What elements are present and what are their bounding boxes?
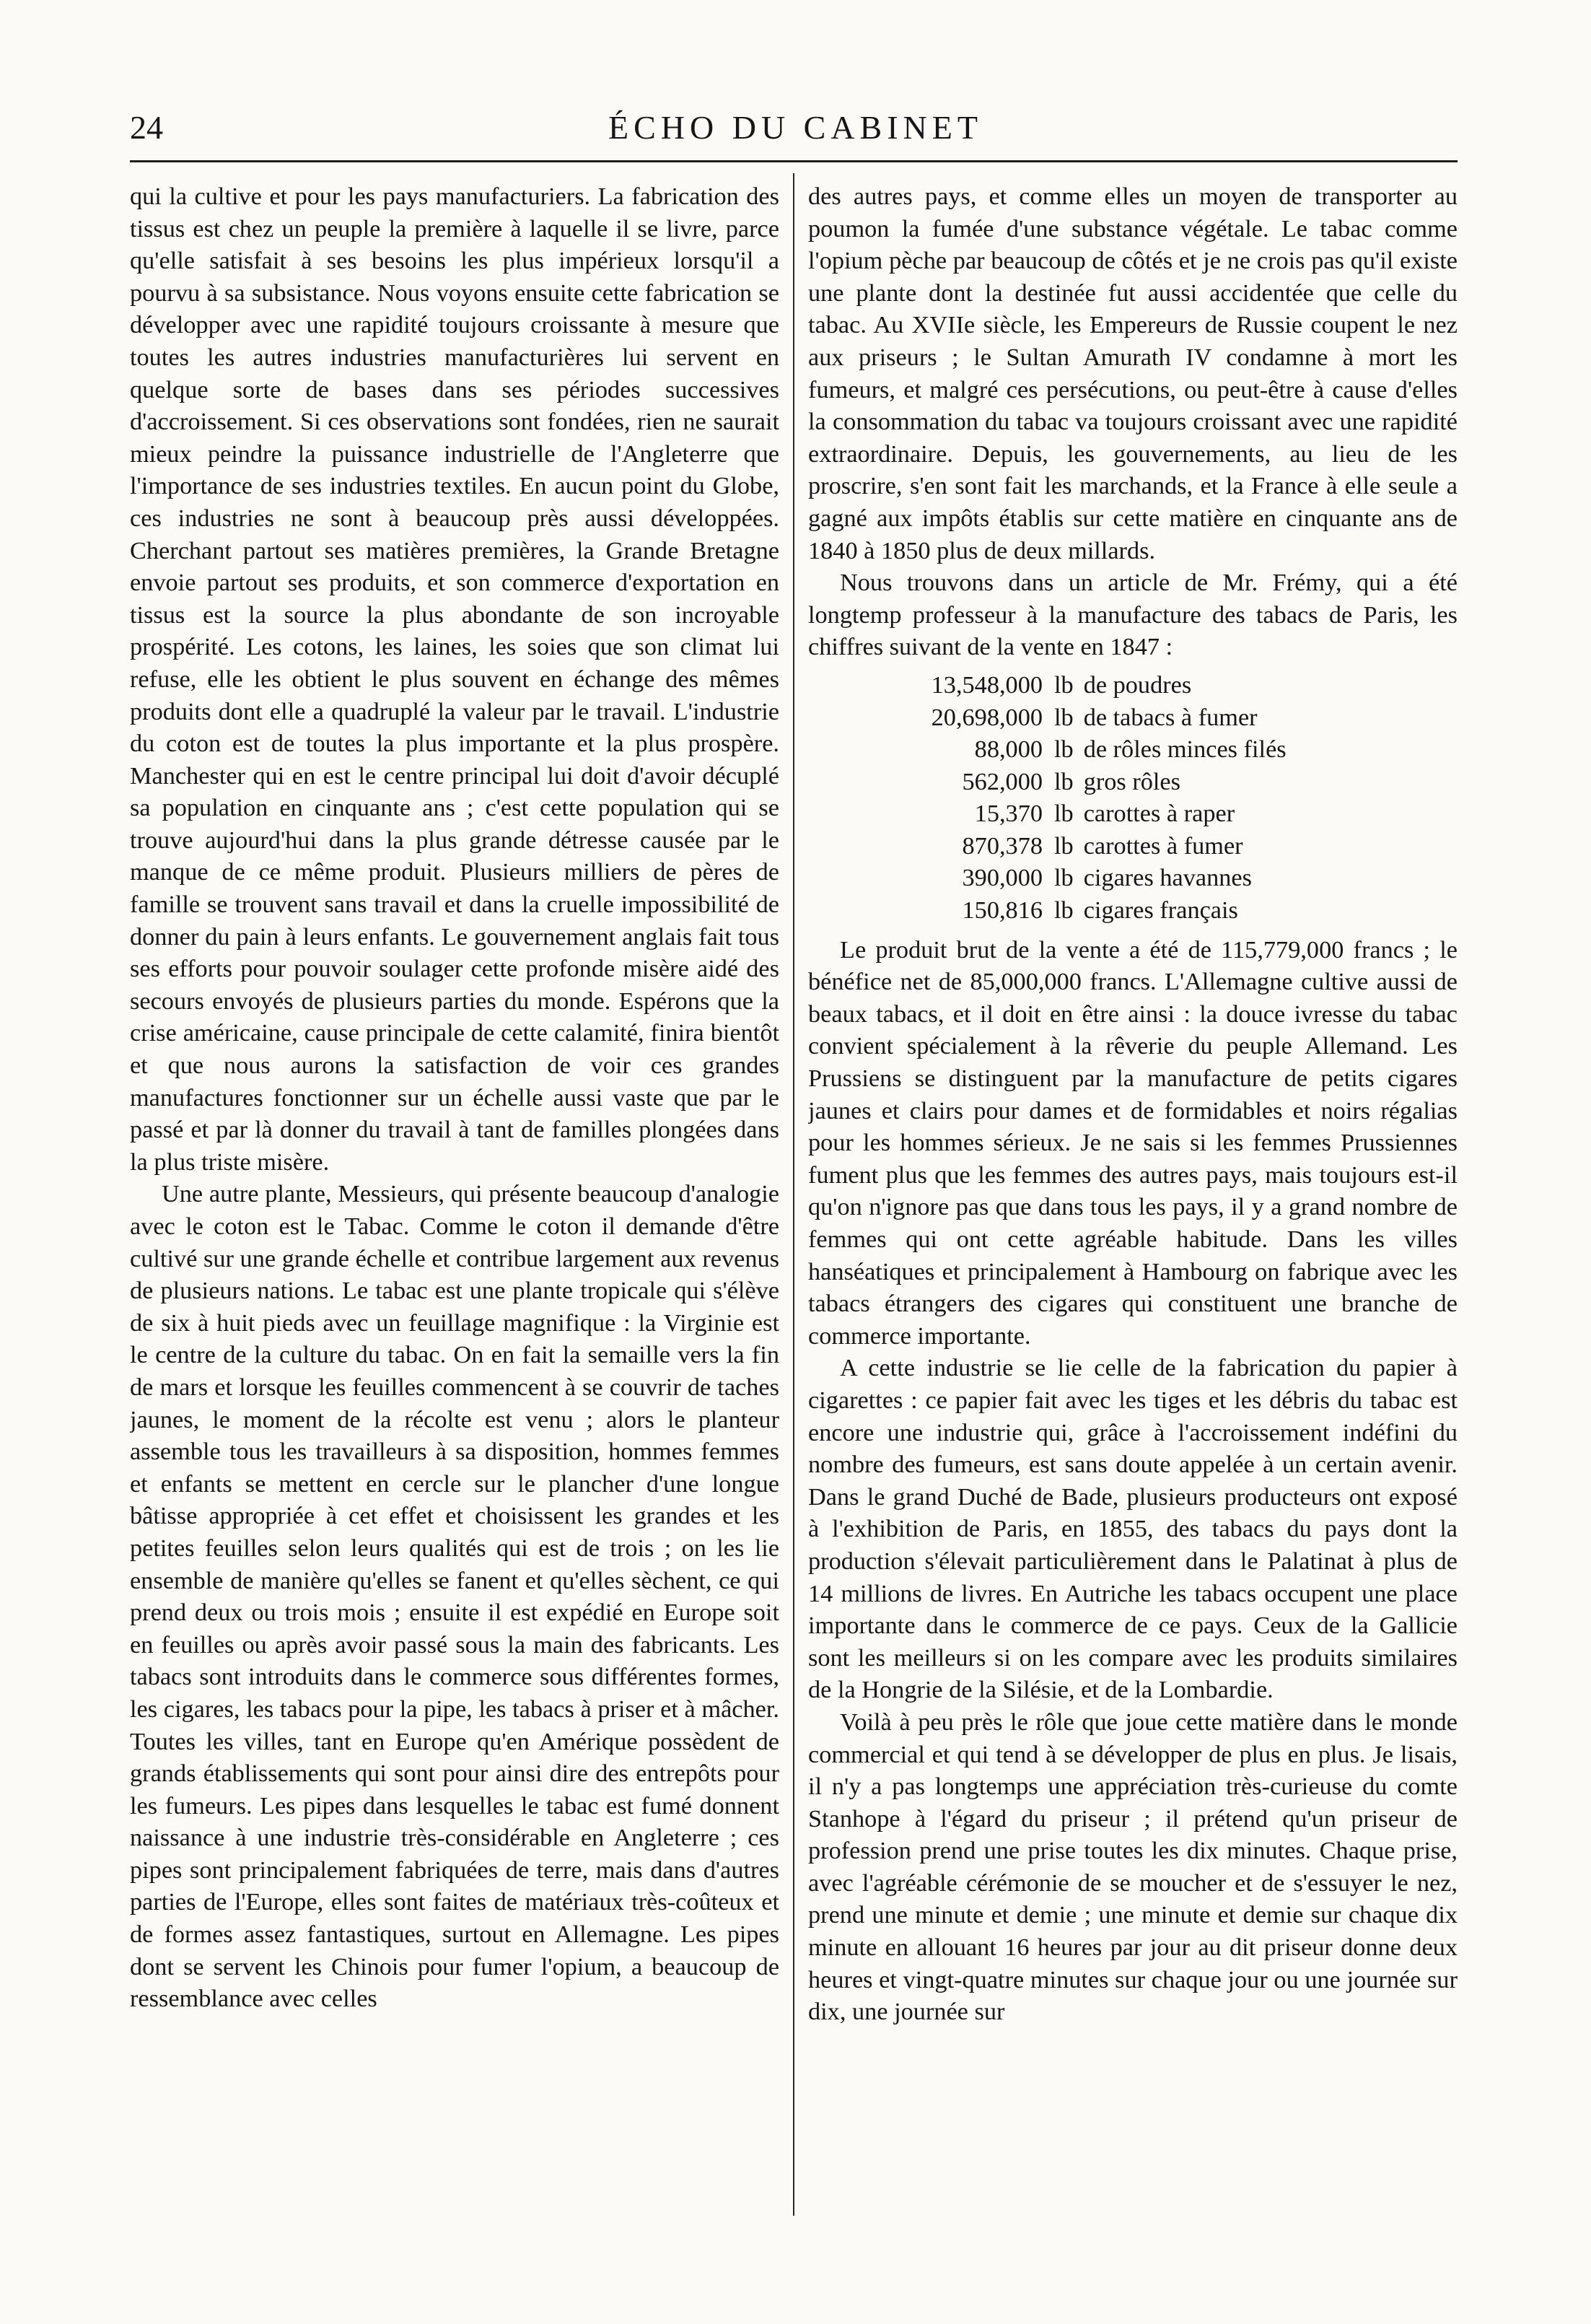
table-quantity: 15,370 (974, 800, 1043, 828)
column-divider (793, 173, 794, 2216)
table-quantity: 390,000 (962, 864, 1043, 892)
table-quantity: 870,378 (962, 831, 1043, 860)
table-unit: lb (1054, 767, 1074, 795)
table-row (902, 702, 1458, 734)
table-row (902, 862, 1458, 894)
table-unit: lb (1054, 896, 1074, 925)
paragraph: A cette industrie se lie celle de la fabrication du papier à cigarettes : ce papier fait avec les tiges et les débris du tabac est encore une industrie qui, grâce à l'accroissement indéfini du nombre des fumeurs, est sans doute appelée à un certain avenir. Dans le grand Duché de Bade, plusieurs producteurs ont exposé à l'exhibition de Paris, en 1855, des tabacs du pays dont la production s'élevait particulièrement dans le Palatinat à plus de 14 millions de livres. En Autriche les tabacs occupent une place importante dans le commerce de ce pays. Ceux de la Gallicie sont les meilleurs si on les compare avec les produits similaires de la Hongrie de la Silésie, et de la Lombardie. (808, 1354, 1458, 1704)
table-product: de rôles minces filés (1083, 735, 1287, 764)
table-quantity: 13,548,000 (931, 670, 1043, 699)
paragraph: Le produit brut de la vente a été de 115,779,000 francs ; le bénéfice net de 85,000,000 francs. L'Allemagne cultive aussi de beaux tabacs, et il doit en être ainsi : la douce ivresse du tabac convient spécialement à la rêverie du peuple Allemand. Les Prussiens se distinguent par la manufacture de petits cigares jaunes et clairs pour dames et de formidables et noirs régalias pour les hommes sérieux. Je ne sais si les femmes Prussiennes fument plus que les femmes des autres pays, mais toujours est-il qu'on n'ignore pas que dans tous les pays, il y a grand nombre de femmes qui ont cette agréable habitude. Dans les villes hanséatiques et principalement à Hambourg on fabrique avec les tabacs étrangers des cigares qui constituent une branche de commerce importante. (808, 935, 1458, 1350)
paragraph: Voilà à peu près le rôle que joue cette matière dans le monde commercial et qui tend à se développer de plus en plus. Je lisais, il n'y a pas longtemps une appréciation très-curieuse du comte Stanhope à l'égard du priseur ; il prétend qu'un priseur de profession prend une prise toutes les dix minutes. Chaque prise, avec l'agréable cérémonie de se moucher et de s'essuyer le nez, prend une minute et demie ; une minute et demie sur chaque dix minute en allouant 16 heures par jour au dit priseur donne deux heures et vingt-quatre minutes sur chaque jour ou une journée sur dix, une journée sur (808, 1708, 1458, 2026)
table-row (902, 766, 1458, 798)
right-column (808, 180, 1458, 2209)
table-product: carottes à fumer (1083, 831, 1243, 860)
table-unit: lb (1054, 831, 1074, 860)
paragraph: des autres pays, et comme elles un moyen de transporter au poumon la fumée d'une substance végétale. Le tabac comme l'opium pèche par beaucoup de côtés et je ne crois pas qu'il existe une plante dont la destinée fut aussi accidentée que celle du tabac. Au XVIIe siècle, les Empereurs de Russie coupent le nez aux priseurs ; le Sultan Amurath IV condamne à mort les fumeurs, et malgré ces persécutions, ou peut-être à cause d'elles la consommation du tabac va toujours croissant avec une rapidité extraordinaire. Depuis, les gouvernements, au lieu de les proscrire, s'en sont fait les marchands, et la France à elle seule a gagné aux impôts établis sur cette matière en cinquante ans de 1840 à 1850 plus de deux millards. (808, 183, 1458, 564)
table-unit: lb (1054, 735, 1074, 764)
table-unit: lb (1054, 800, 1074, 828)
table-row (902, 669, 1458, 702)
left-column (130, 180, 779, 2209)
table-product: de poudres (1083, 670, 1192, 699)
table-product: cigares français (1083, 896, 1238, 925)
table-row (902, 798, 1458, 830)
paragraph: Une autre plante, Messieurs, qui présente beaucoup d'analogie avec le coton est le Tabac. Comme le coton il demande d'être cultivé sur une grande échelle et contribue largement aux revenus de plusieurs nations. Le tabac est une plante tropicale qui s'élève de six à huit pieds avec un feuillage magnifique : la Virginie est le centre de la culture du tabac. On en fait la semaille vers la fin de mars et lorsque les feuilles commencent à se couvrir de taches jaunes, le moment de la récolte est venu ; alors le planteur assemble tous les travailleurs à sa disposition, hommes femmes et enfants se mettent en cercle sur le plancher d'une longue bâtisse appropriée à cet effet et choisissent les grandes et les petites feuilles selon leurs qualités qui est de trois ; on les lie ensemble de manière qu'elles se fanent et qu'elles sèchent, ce qui prend deux ou trois mois ; ensuite il est expédié en Europe soit en feuilles ou après avoir passé sous la main des fabricants. Les tabacs sont introduits dans le commerce sous différentes formes, les cigares, les tabacs pour la pipe, les tabacs à priser et à mâcher. Toutes les villes, tant en Europe qu'en Amérique possèdent de grands établissements qui sont pour ainsi dire des entrepôts pour les fumeurs. Les pipes dans lesquelles le tabac est fumé donnent naissance à une industrie très-considérable en Angleterre ; ces pipes sont principalement fabriquées de terre, mais dans d'autres parties de l'Europe, elles sont faites de matériaux très-coûteux et de formes assez fantastiques, surtout en Allemagne. Les pipes dont se servent les Chinois pour fumer l'opium, a beaucoup de ressemblance avec celles (130, 1180, 779, 2013)
table-product: cigares havannes (1083, 864, 1252, 892)
table-quantity: 88,000 (974, 735, 1043, 764)
table-row (902, 733, 1458, 766)
table-unit: lb (1054, 670, 1074, 699)
table-quantity: 562,000 (962, 767, 1043, 795)
table-quantity: 150,816 (962, 896, 1043, 925)
paragraph: qui la cultive et pour les pays manufacturiers. La fabrication des tissus est chez un peuple la première à laquelle il se livre, parce qu'elle satisfait à ses besoins les plus impérieux lorsqu'il a pourvu à sa subsistance. Nous voyons ensuite cette fabrication se développer avec une rapidité toujours croissante à mesure que toutes les autres industries manufacturières lui servent en quelque sorte de bases dans ses périodes successives d'accroissement. Si ces observations sont fondées, rien ne saurait mieux peindre la puissance industrielle de l'Angleterre que l'importance de ses industries textiles. En aucun point du Globe, ces industries ne sont à beaucoup près aussi développées. Cherchant partout ses matières premières, la Grande Bretagne envoie partout ses produits, et son commerce d'exportation en tissus est la source la plus abondante de son incroyable prospérité. Les cotons, les laines, les soies que son climat lui refuse, elle les obtient le plus souvent en échange des mêmes produits dont elle a quadruplé la valeur par le travail. L'industrie du coton est de toutes la plus importante et la plus prospère. Manchester qui en est le centre principal lui doit d'avoir décuplé sa population en cinquante ans ; c'est cette population qui se trouve aujourd'hui dans la plus grande détresse causée par le manque de ce même produit. Plusieurs milliers de pères de famille se trouvent sans travail et dans la cruelle impossibilité de donner du pain à leurs enfants. Le gouvernement anglais fait tous ses efforts pour pouvoir soulager cette profonde misère aidé des secours envoyés de plusieurs parties du monde. Espérons que la crise américaine, cause principale de cette calamité, finira bientôt et que nous aurons la satisfaction de voir ces grandes manufactures fonctionner sur un échelle aussi vaste que par le passé et par là donner du travail à tant de familles plongées dans la plus triste misère. (130, 183, 779, 1176)
table-row (902, 894, 1458, 927)
sales-table (808, 669, 1458, 927)
table-unit: lb (1054, 864, 1074, 892)
table-product: gros rôles (1083, 767, 1180, 795)
table-row (902, 830, 1458, 862)
table-quantity: 20,698,000 (931, 703, 1043, 731)
header-rule (130, 160, 1458, 162)
table-product: de tabacs à fumer (1083, 703, 1258, 731)
table-product: carottes à raper (1083, 800, 1235, 828)
running-title: ÉCHO DU CABINET (608, 109, 983, 146)
paragraph: Nous trouvons dans un article de Mr. Frémy, qui a été longtemp professeur à la manufacture des tabacs de Paris, les chiffres suivant de la vente en 1847 : (808, 569, 1458, 661)
table-unit: lb (1054, 703, 1074, 731)
page-number: 24 (130, 109, 163, 146)
